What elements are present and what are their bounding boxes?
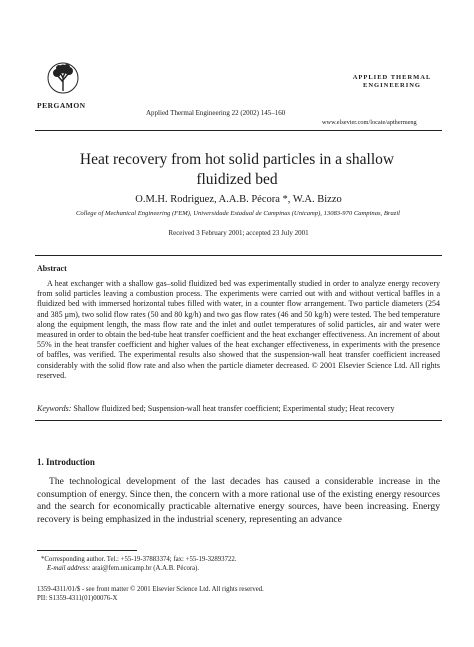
footnote-email-line bbox=[41, 564, 441, 573]
intro-text bbox=[37, 476, 440, 526]
abstract-top-rule bbox=[35, 255, 442, 256]
keywords-list: Shallow fluidized bed; Suspension-wall heat transfer coefficient; Experimental study; Heat recovery bbox=[73, 404, 395, 413]
received-dates: Received 3 February 2001; accepted 23 July 2001 bbox=[168, 229, 309, 237]
footnote bbox=[41, 555, 441, 573]
abstract-body: A heat exchanger with a shallow gas–solid fluidized bed was experimentally studied in order to analyze energy recovery from solid particles leaving a combustion process. The experiments were carried out with and without vertical baffles in a fluidized bed with immersed horizontal tubes filled with water, in a counter flow arrangement. Two particle diameters (254 and 385 μm), two solid flow rates (50 and 80 kg/h) and two gas flow rates (46 and 50 kg/h) were tested. The bed temperature along the equipment length, the mass flow rate and the inlet and outlet temperatures of solid particles, air and water were measured in order to obtain the bed-tube heat transfer coefficient and the heat exchanger effectiveness. An increment of about 55% in the heat transfer coefficient and higher values of the heat exchanger effectiveness, in experiments with the presence of baffles, was verified. The experimental results also showed that the suspension-wall heat transfer coefficient increased considerably with the solid flow rate and also when the particle diameter decreased. © 2001 Elsevier Science Ltd. All rights reserved. bbox=[37, 279, 440, 380]
publisher-logo bbox=[38, 58, 88, 98]
abstract-text bbox=[37, 279, 440, 381]
header-rule bbox=[35, 130, 442, 131]
article-title: Heat recovery from hot solid particles in a shallow fluidized bed bbox=[79, 151, 395, 188]
journal-citation: Applied Thermal Engineering 22 (2002) 145–160 bbox=[146, 109, 286, 117]
footnote-corresponding: *Corresponding author. Tel.: +55-19-37883374; fax: +55-19-32893722. bbox=[41, 556, 237, 563]
footer bbox=[37, 585, 440, 603]
abstract-heading: Abstract bbox=[37, 264, 67, 273]
footnote-email-label: E-mail address: bbox=[47, 565, 91, 572]
journal-logo-line2: ENGINEERING bbox=[363, 82, 421, 89]
journal-url[interactable]: www.elsevier.com/locate/apthermeng bbox=[322, 119, 417, 126]
footnote-email[interactable]: arai@fem.unicamp.br (A.A.B. Pécora). bbox=[92, 565, 200, 572]
journal-logo bbox=[342, 74, 442, 90]
tree-emblem-icon bbox=[38, 58, 88, 98]
footer-pii: PII: S1359-4311(01)00076-X bbox=[37, 595, 118, 602]
intro-heading: 1. Introduction bbox=[37, 457, 95, 467]
intro-body: The technological development of the last decades has caused a considerable increase in the consumption of energy. Since then, the concern with a more rational use of the existing energy resources and the search for economically practicable alternative energy sources, have been increasing. Energy recovery is being emphasized in the industrial scenery, representing an advance bbox=[37, 476, 440, 525]
footer-issn: 1359-4311/01/$ - see front matter © 2001 Elsevier Science Ltd. All rights reserved. bbox=[37, 586, 264, 593]
keywords bbox=[37, 404, 440, 414]
article-authors: O.M.H. Rodriguez, A.A.B. Pécora *, W.A. Bizzo bbox=[135, 194, 342, 205]
footnote-rule bbox=[37, 550, 137, 551]
article-affiliation: College of Mechanical Engineering (FEM), Universidade Estadual de Campinas (Unicamp), 13083-970 Campinas, Brazil bbox=[76, 210, 400, 217]
abstract-bottom-rule bbox=[35, 420, 442, 421]
journal-logo-line1: APPLIED THERMAL bbox=[352, 74, 432, 81]
keywords-label: Keywords: bbox=[37, 404, 72, 413]
publisher-name: PERGAMON bbox=[37, 101, 86, 110]
